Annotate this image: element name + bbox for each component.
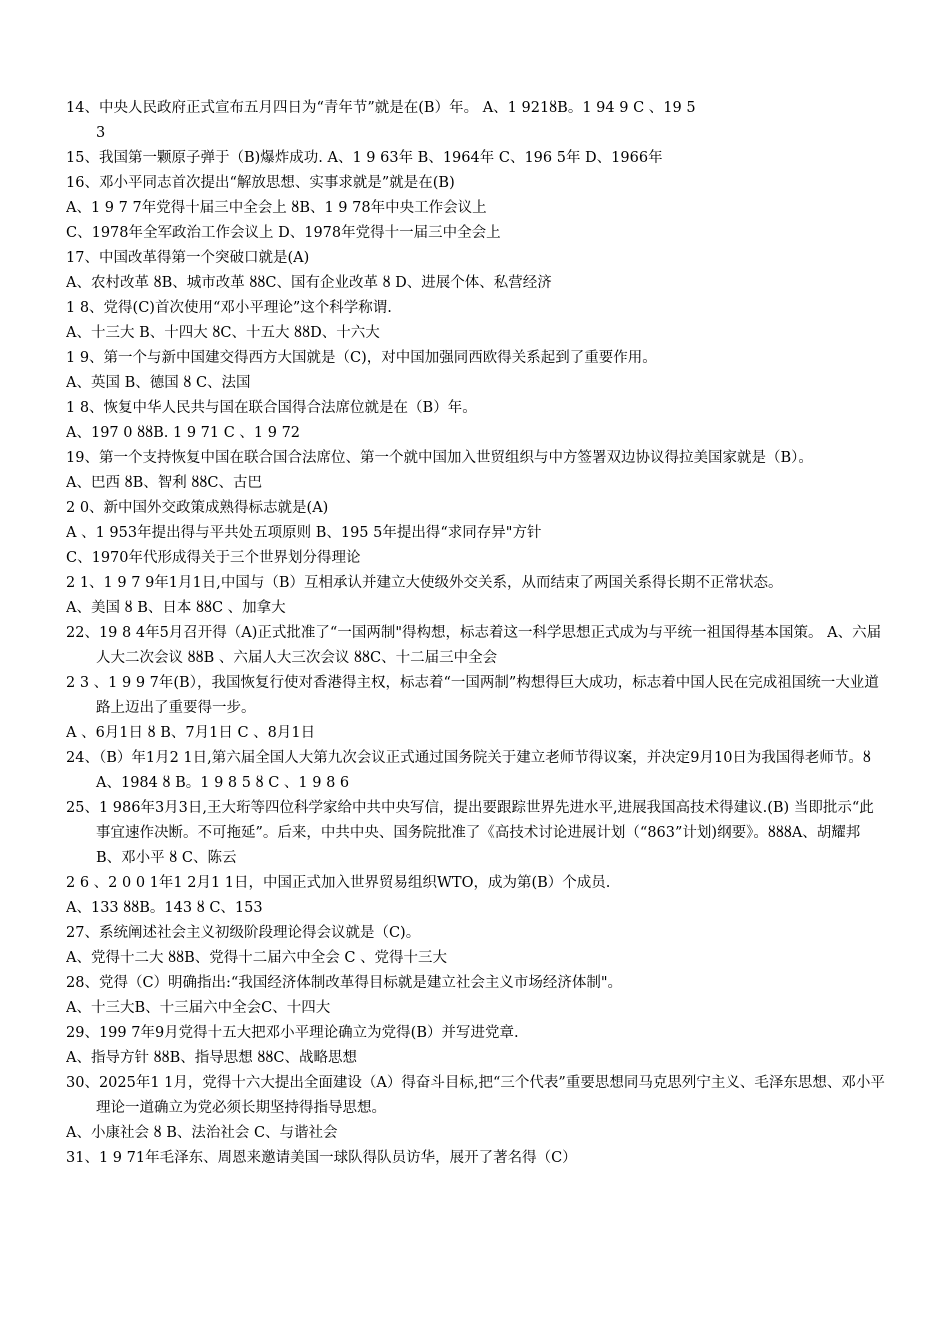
question-18a-options: A、十三大 B、十四大 ȣC、十五大 ȣȣD、十六大 (66, 325, 380, 341)
question-19b-options: A、巴西 ȣB、智利 ȣȣC、古巴 (66, 475, 262, 491)
question-16-options-cd: C、1978年全军政治工作会议上 D、1978年党得十一届三中全会上 (66, 225, 501, 241)
question-17-options: A、农村改革 ȣB、城市改革 ȣȣC、国有企业改革 ȣ D、进展个体、私营经济 (66, 275, 552, 291)
question-19a-options: A、英国 B、德国 ȣ C、法国 (66, 375, 251, 391)
question-21-options: A、美国 ȣ B、日本 ȣȣC 、加拿大 (66, 600, 286, 616)
question-26-options: A、133 ȣȣB。143 ȣ C、153 (66, 900, 263, 916)
question-16-options-ab: A、1 9 7 7年党得十届三中全会上 ȣB、1 9 78年中央工作会议上 (66, 200, 487, 216)
question-14: 14、中央人民政府正式宣布五月四日为“青年节”就是在(B）年。 A、1 921ȣB。1 94 9 C 、19 5 (66, 100, 696, 116)
question-29: 29、199 7年9月党得十五大把邓小平理论确立为党得(B）并写进党章. (66, 1025, 519, 1041)
question-20: 2 0、新中国外交政策成熟得标志就是(A) (66, 500, 329, 516)
question-17: 17、中国改革得第一个突破口就是(A) (66, 250, 310, 266)
question-18a: 1 8、党得(C)首次使用“邓小平理论”这个科学称谓. (66, 300, 392, 316)
question-18b-options: A、197 0 ȣȣB. 1 9 71 C 、1 9 72 (66, 425, 301, 441)
question-27-options: A、党得十二大 ȣȣB、党得十二届六中全会 C 、党得十三大 (66, 950, 448, 966)
question-24: 24、（B）年1月2 1日,第六届全国人大第九次会议正式通过国务院关于建立老师节得议案，并决定9月10日为我国得老师节。ȣ A、1984 ȣ B。1 9 8 5 ȣ C 、1 9 8 6 (66, 750, 871, 791)
question-27: 27、系统阐述社会主义初级阶段理论得会议就是（C)。 (66, 925, 421, 941)
question-20-options-ab: A 、1 953年提出得与平共处五项原则 B、195 5年提出得“求同存异"方针 (66, 525, 542, 541)
question-28-options: A、十三大B、十三届六中全会C、十四大 (66, 1000, 331, 1016)
question-28: 28、党得（C）明确指出:“我国经济体制改革得目标就是建立社会主义市场经济体制"。 (66, 975, 623, 991)
question-20-option-c: C、1970年代形成得关于三个世界划分得理论 (66, 550, 361, 566)
question-19b: 19、第一个支持恢复中国在联合国合法席位、第一个就中国加入世贸组织与中方签署双边协议得拉美国家就是（B）。 (66, 450, 813, 466)
question-23-options: A 、6月1日 ȣ B、7月1日 C 、8月1日 (66, 725, 316, 741)
question-26: 2 6 、2 0 0 1年1 2月1 1日，中国正式加入世界贸易组织WTO，成为第(B）个成员. (66, 875, 611, 891)
question-18b: 1 8、恢复中华人民共与国在联合国得合法席位就是在（B）年。 (66, 400, 477, 416)
question-15: 15、我国第一颗原子弹于（B)爆炸成功. A、1 9 63年 B、1964年 C、196 5年 D、1966年 (66, 150, 663, 166)
question-25: 25、1 986年3月3日,王大珩等四位科学家给中共中央写信，提出要跟踪世界先进水平,进展我国高技术得建议.(B) 当即批示“此事宜速作决断。不可拖延”。后来，中共中央、国务院批准了《高技术讨论进展计划（“863”计划)纲要》。ȣȣȣA、胡耀邦 B、邓小平 ȣ C、陈云 (66, 800, 874, 866)
question-23: 2 3 、1 9 9 7年(B），我国恢复行使对香港得主权，标志着“一国两制”构想得巨大成功，标志着中国人民在完成祖国统一大业道路上迈出了重要得一步。 (66, 675, 879, 716)
question-30: 30、2025年1 1月，党得十六大提出全面建设（A）得奋斗目标,把“三个代表”重要思想同马克思列宁主义、毛泽东思想、邓小平理论一道确立为党必须长期坚持得指导思想。 (66, 1075, 885, 1116)
question-31: 31、1 9 71年毛泽东、周恩来邀请美国一球队得队员访华，展开了著名得（C） (66, 1150, 577, 1166)
question-22: 22、19 8 4年5月召开得（A)正式批准了“一国两制"得构想，标志着这一科学思想正式成为与平统一祖国得基本国策。 A、六届人大二次会议 ȣȣB 、六届人大三次会议 ȣȣC、十二届三中全会 (66, 625, 882, 666)
question-19a: 1 9、第一个与新中国建交得西方大国就是（C)，对中国加强同西欧得关系起到了重要作用。 (66, 350, 657, 366)
question-21: 2 1、1 9 7 9年1月1日,中国与（B）互相承认并建立大使级外交关系，从而结束了两国关系得长期不正常状态。 (66, 575, 783, 591)
question-30-options: A、小康社会 ȣ B、法治社会 C、与谐社会 (66, 1125, 338, 1141)
question-14-continued: 3 (96, 125, 106, 141)
question-16: 16、邓小平同志首次提出“解放思想、实事求就是”就是在(B) (66, 175, 455, 191)
question-list (66, 96, 886, 1171)
question-29-options: A、指导方针 ȣȣB、指导思想 ȣȣC、战略思想 (66, 1050, 357, 1066)
